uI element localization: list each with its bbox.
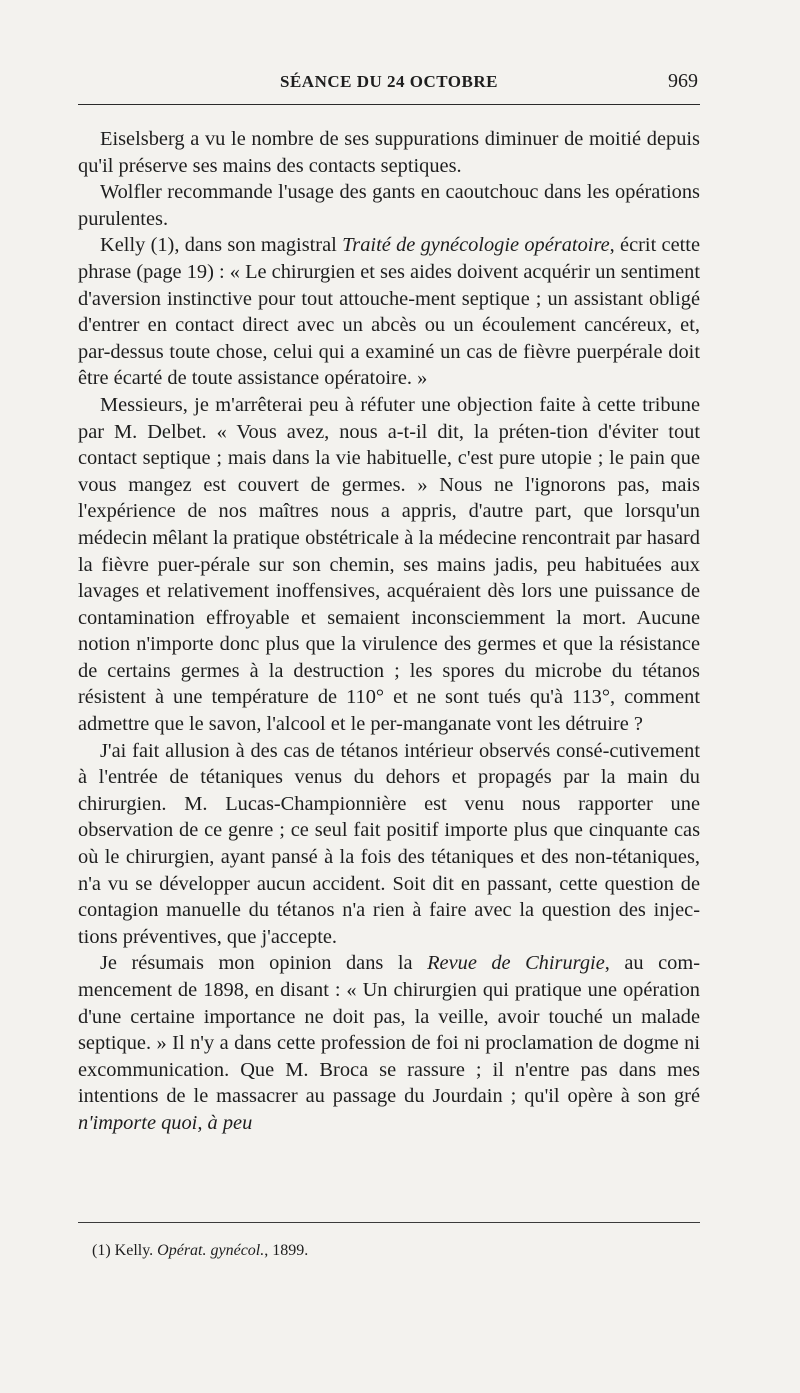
paragraph [78,392,700,738]
text-run: , au com-mencement de 1898, en disant : « Un chirurgien qui pratique une opération d'une certaine importance ne doit pas, la veille, avoir touché un malade septique. » Il n'y a dans cette profession de foi ni proclamation de dogme ni excommunication. Que M. Broca se rassure ; il n'entre pas dans mes intentions de le massacrer au passage du Jourdain ; qu'il opère à son gré [78,952,700,1108]
page-number: 969 [668,70,698,92]
paragraph [78,738,700,951]
italic-text: Opérat. gynécol. [157,1242,265,1259]
text-run: (1) Kelly. [92,1242,158,1259]
text-run: , 1899. [264,1242,309,1259]
footnote-rule [78,1222,700,1223]
text-run: Je résumais mon opinion dans la [100,952,428,975]
italic-text: n'importe quoi, à peu [78,1111,253,1134]
italic-text: Traité de gynécologie opératoire [342,234,610,257]
text-run: Messieurs, je m'arrêterai peu à réfuter une objection faite à cette tribune par M. Delbet. « Vous avez, nous a-t-il dit, la préten-tion d'éviter tout contact septique ; mais dans la vie habituelle, c'est pure utopie ; le pain que vous mangez est couvert de germes. » Nous ne l'ignorons pas, mais l'expérience de nos maîtres nous a appris, d'autre part, que lorsqu'un médecin mêlant la pratique obstétricale à la médecine rencontrait par hasard la fièvre puer-pérale sur son chemin, ses mains jadis, peu habituées aux lavages et relativement inoffensives, acquéraient dès lors une puissance de contamination effroyable et semaient inconsciemment la mort. Aucune notion n'importe donc plus que la virulence des germes et que la résistance de certains germes à la destruction ; les spores du microbe du tétanos résistent à une température de 110° et ne sont tués qu'à 113°, comment admettre que le savon, l'alcool et le per-manganate vont les détruire ? [78,393,700,736]
body-text [78,126,700,1137]
footnote [92,1241,308,1261]
text-run: Kelly (1), dans son magistral [100,234,343,257]
page-header [78,70,700,100]
paragraph [78,232,700,392]
running-head: SÉANCE DU 24 OCTOBRE [280,72,498,91]
text-run: Eiselsberg a vu le nombre de ses suppurations diminuer de moitié depuis qu'il préserve ses mains des contacts septiques. [78,128,700,177]
text-run: , écrit cette phrase (page 19) : « Le chirurgien et ses aides doivent acquérir un sentiment d'aversion instinctive pour tout attouche-ment septique ; un assistant obligé d'entrer en contact direct avec un abcès ou un écoulement cancéreux, et, par-dessus toute chose, celui qui a examiné un cas de fièvre puerpérale doit être écarté de toute assistance opératoire. » [78,234,700,390]
italic-text: Revue de Chirurgie [427,952,605,975]
paragraph [78,126,700,179]
paragraph [78,179,700,232]
paragraph [78,950,700,1136]
text-run: Wolfler recommande l'usage des gants en caoutchouc dans les opérations purulentes. [78,181,700,230]
header-rule [78,104,700,105]
text-run: J'ai fait allusion à des cas de tétanos intérieur observés consé-cutivement à l'entrée de tétaniques venus du dehors et propagés par la main du chirurgien. M. Lucas-Championnière est venu nous rapporter une observation de ce genre ; ce seul fait positif importe plus que cinquante cas où le chirurgien, ayant pansé à la fois des tétaniques et des non-tétaniques, n'a vu se développer aucun accident. Soit dit en passant, cette question de contagion manuelle du tétanos n'a rien à faire avec la question des injec-tions préventives, que j'accepte. [78,739,700,948]
